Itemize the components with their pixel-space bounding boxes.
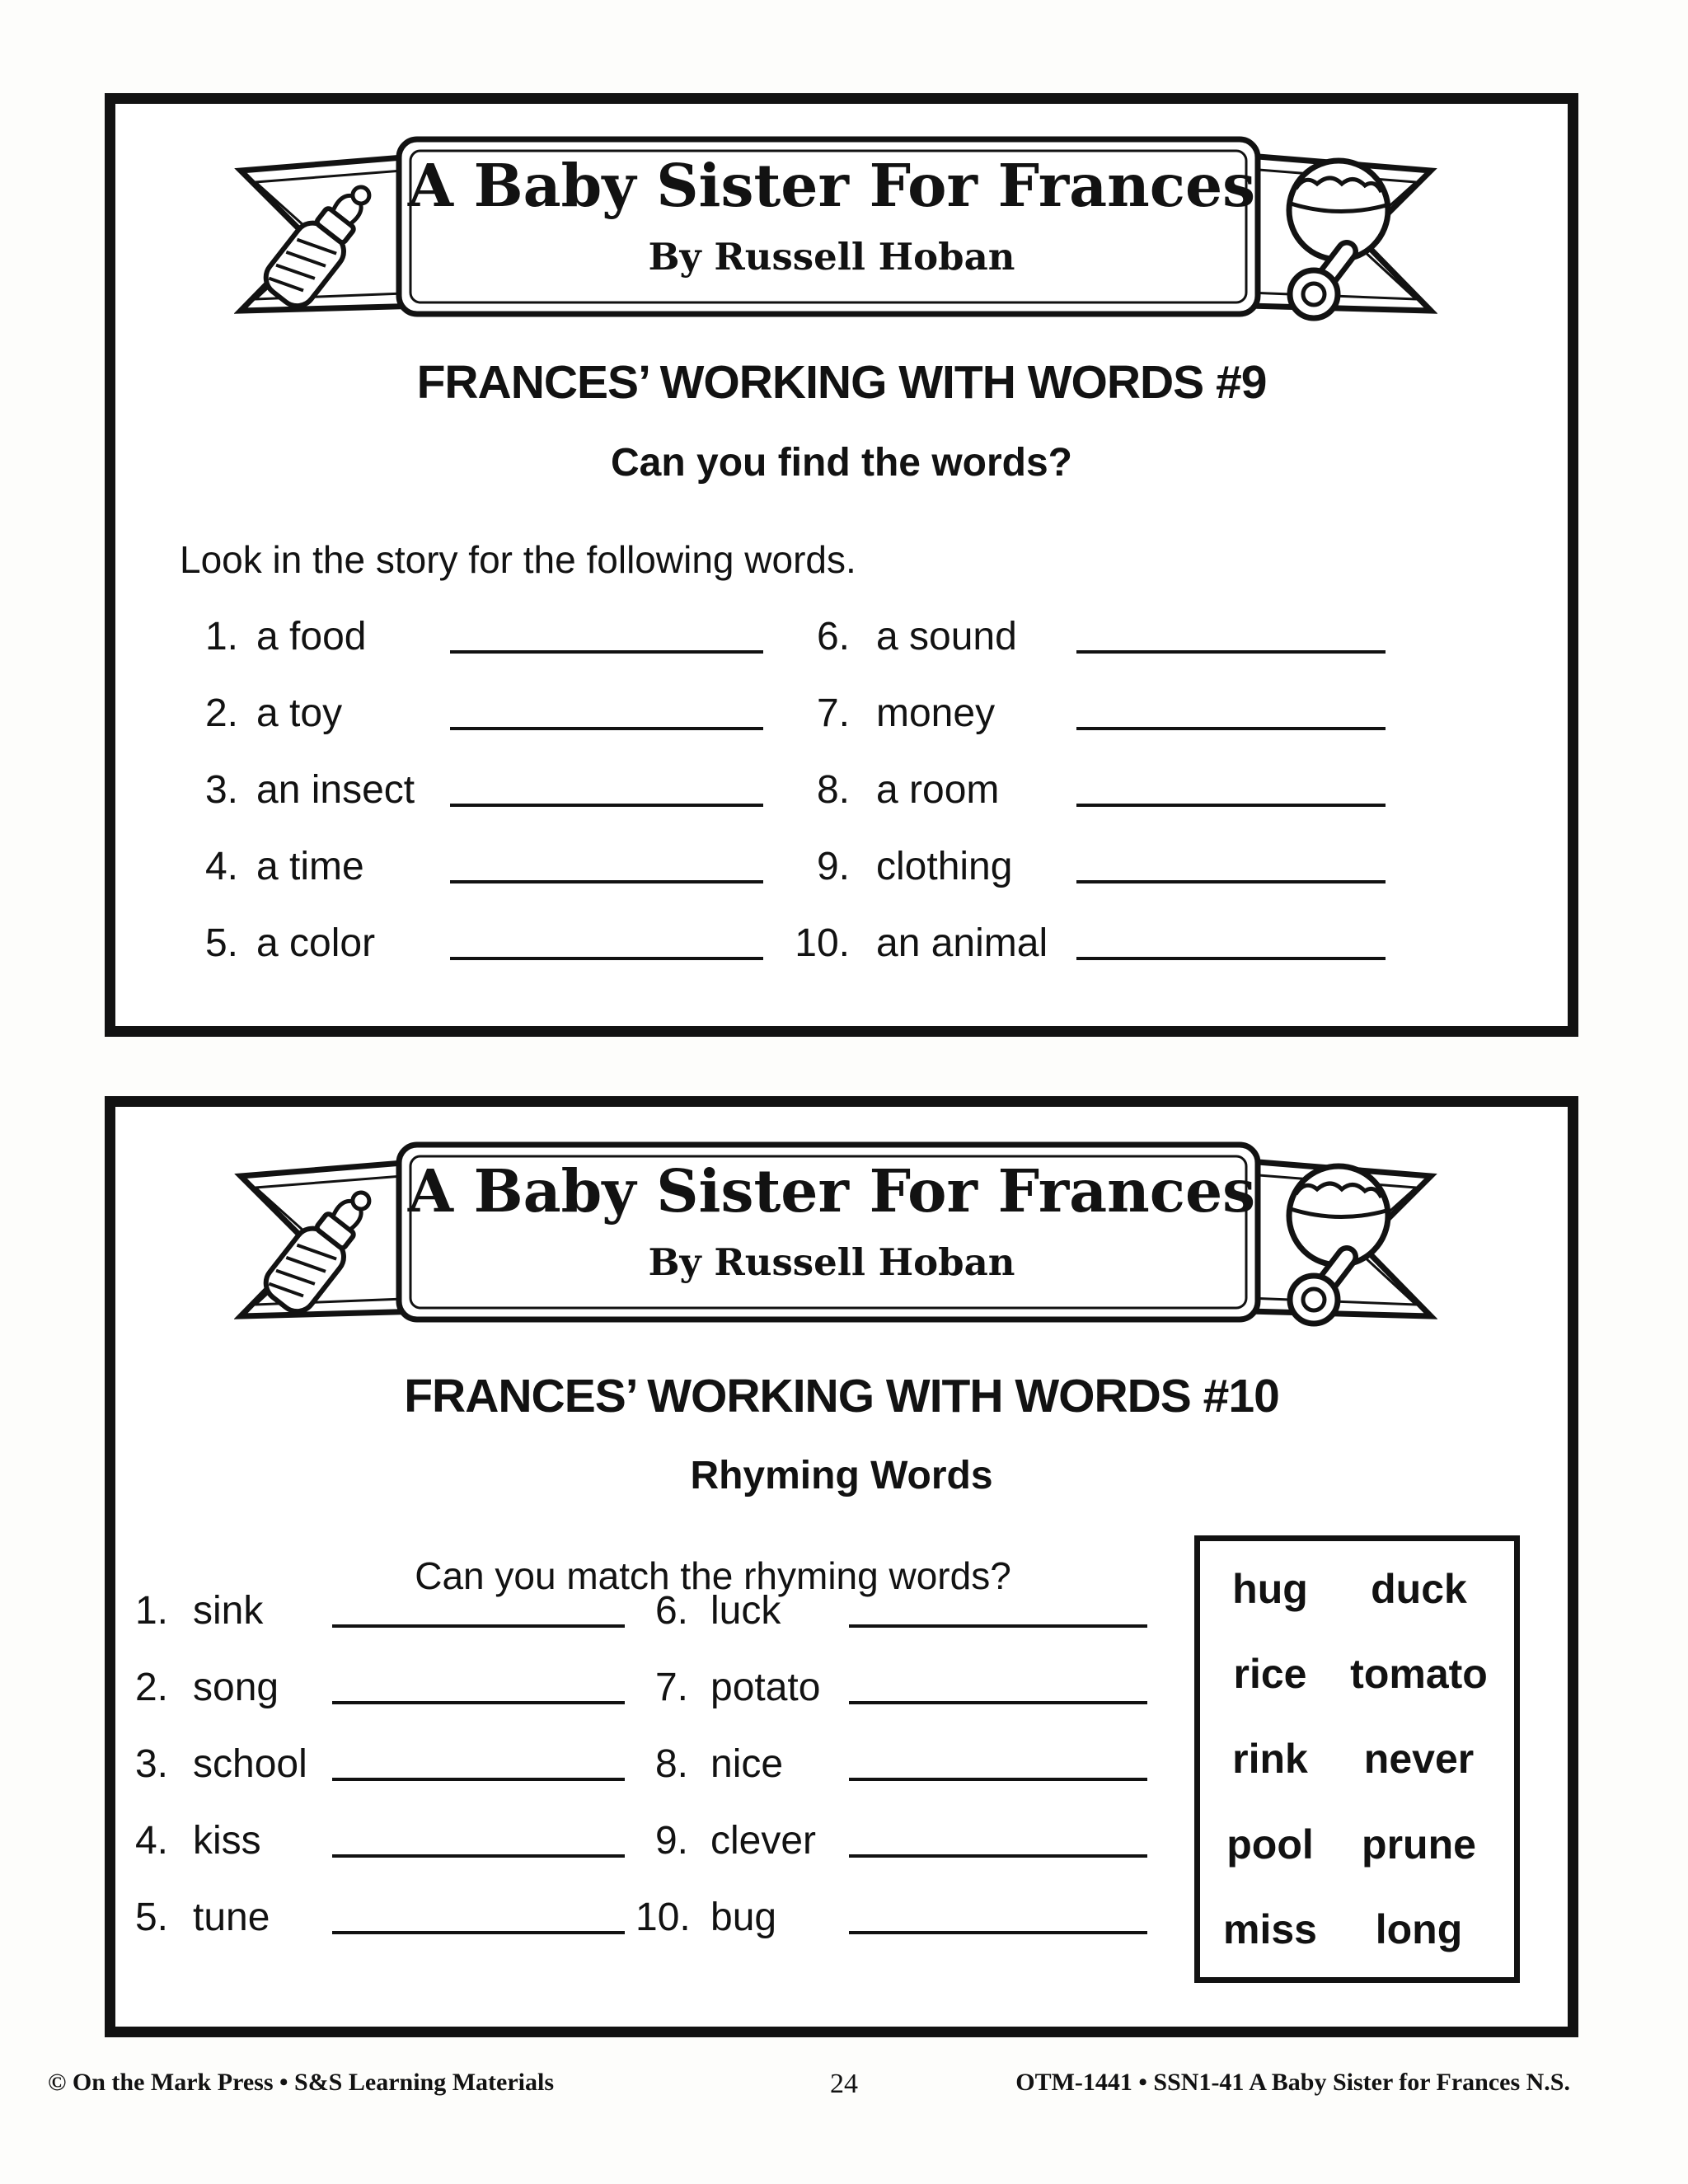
item-label: tune: [193, 1896, 270, 1939]
word-bank-word: miss: [1223, 1906, 1317, 1953]
item-label: song: [193, 1666, 279, 1709]
title-banner: [234, 1130, 1437, 1336]
item-number: 7.: [654, 1666, 688, 1709]
item-label: school: [193, 1742, 307, 1786]
worksheet10-list-left: [115, 1574, 643, 1957]
banner-byline: By Russell Hoban: [648, 235, 1015, 279]
answer-line[interactable]: [450, 957, 763, 960]
item-number: 5.: [204, 921, 238, 965]
item-number: 4.: [134, 1819, 168, 1863]
list-item: [115, 1727, 643, 1804]
worksheet-panel-10: [105, 1096, 1578, 2037]
list-item: [727, 830, 1395, 907]
item-label: nice: [710, 1742, 784, 1786]
list-item: [727, 677, 1395, 753]
item-number: 9.: [816, 845, 850, 888]
item-label: a food: [256, 615, 367, 658]
list-item: [727, 753, 1395, 830]
list-item: [115, 753, 775, 830]
item-number: 2.: [134, 1666, 168, 1709]
answer-line[interactable]: [849, 1624, 1147, 1628]
list-item: [727, 907, 1395, 983]
word-bank-word: duck: [1371, 1565, 1467, 1612]
answer-line[interactable]: [1076, 804, 1386, 807]
item-label: a color: [256, 921, 376, 965]
item-number: 10.: [795, 921, 850, 965]
item-label: a sound: [876, 615, 1017, 658]
answer-line[interactable]: [849, 1701, 1147, 1704]
list-item: [115, 1881, 643, 1957]
worksheet9-heading: FRANCES’ WORKING WITH WORDS #9: [416, 356, 1267, 410]
item-label: sink: [193, 1589, 264, 1633]
answer-line[interactable]: [1076, 650, 1386, 654]
answer-line[interactable]: [849, 1854, 1147, 1858]
worksheet9-instruction: Look in the story for the following words.: [180, 538, 856, 581]
list-item: [635, 1804, 1163, 1881]
item-number: 7.: [816, 691, 850, 735]
item-number: 4.: [204, 845, 238, 888]
list-item: [727, 600, 1395, 677]
item-number: 1.: [204, 615, 238, 658]
answer-line[interactable]: [1076, 957, 1386, 960]
worksheet9-list-right: [727, 600, 1395, 983]
answer-line[interactable]: [450, 727, 763, 730]
item-number: 6.: [816, 615, 850, 658]
list-item: [635, 1727, 1163, 1804]
item-number: 3.: [204, 768, 238, 812]
answer-line[interactable]: [332, 1778, 625, 1781]
word-bank-word: tomato: [1350, 1651, 1488, 1698]
answer-line[interactable]: [332, 1931, 625, 1934]
list-item: [635, 1574, 1163, 1651]
word-bank-word: rink: [1232, 1736, 1308, 1783]
word-bank-word: hug: [1232, 1565, 1308, 1612]
answer-line[interactable]: [450, 650, 763, 654]
answer-line[interactable]: [332, 1624, 625, 1628]
item-label: luck: [710, 1589, 781, 1633]
item-label: money: [876, 691, 996, 735]
item-label: kiss: [193, 1819, 261, 1863]
word-bank-word: never: [1363, 1736, 1475, 1783]
answer-line[interactable]: [849, 1931, 1147, 1934]
item-label: bug: [710, 1896, 777, 1939]
answer-line[interactable]: [450, 804, 763, 807]
item-label: an insect: [256, 768, 415, 812]
item-number: 2.: [204, 691, 238, 735]
item-number: 9.: [654, 1819, 688, 1863]
answer-line[interactable]: [450, 880, 763, 883]
item-label: clothing: [876, 845, 1013, 888]
worksheet10-instruction: Can you match the rhyming words?: [415, 1554, 1011, 1597]
worksheet9-list-left: [115, 600, 775, 983]
banner-title: A Baby Sister For Frances: [407, 1156, 1256, 1226]
banner-title: A Baby Sister For Frances: [407, 151, 1256, 220]
answer-line[interactable]: [332, 1854, 625, 1858]
answer-line[interactable]: [1076, 727, 1386, 730]
item-label: a toy: [256, 691, 343, 735]
item-number: 3.: [134, 1742, 168, 1786]
title-banner: [234, 124, 1437, 330]
footer-product-code: OTM-1441 • SSN1-41 A Baby Sister for Frances N.S.: [1015, 2069, 1570, 2096]
item-number: 1.: [134, 1589, 168, 1633]
list-item: [115, 830, 775, 907]
footer-page-number: 24: [830, 2069, 858, 2099]
item-label: clever: [710, 1819, 817, 1863]
item-label: an animal: [876, 921, 1048, 965]
word-bank-word: pool: [1226, 1821, 1314, 1868]
item-number: 6.: [654, 1589, 688, 1633]
worksheet10-list-right: [635, 1574, 1163, 1957]
item-label: a time: [256, 845, 364, 888]
list-item: [635, 1651, 1163, 1727]
list-item: [115, 1804, 643, 1881]
word-bank-word: prune: [1362, 1821, 1476, 1868]
worksheet10-subheading: Rhyming Words: [690, 1453, 993, 1497]
list-item: [115, 677, 775, 753]
item-number: 8.: [654, 1742, 688, 1786]
worksheet9-subheading: Can you find the words?: [611, 440, 1072, 485]
list-item: [115, 1574, 643, 1651]
word-bank-box: [1194, 1535, 1520, 1983]
banner-byline: By Russell Hoban: [648, 1240, 1015, 1284]
answer-line[interactable]: [1076, 880, 1386, 883]
answer-line[interactable]: [849, 1778, 1147, 1781]
answer-line[interactable]: [332, 1701, 625, 1704]
worksheet-panel-9: [105, 93, 1578, 1037]
word-bank-word: long: [1375, 1906, 1463, 1953]
item-label: a room: [876, 768, 1000, 812]
worksheet10-heading: FRANCES’ WORKING WITH WORDS #10: [404, 1370, 1279, 1423]
list-item: [115, 1651, 643, 1727]
item-number: 10.: [635, 1896, 691, 1939]
list-item: [635, 1881, 1163, 1957]
list-item: [115, 907, 775, 983]
item-label: potato: [710, 1666, 821, 1709]
word-bank-word: rice: [1233, 1651, 1307, 1698]
item-number: 5.: [134, 1896, 168, 1939]
item-number: 8.: [816, 768, 850, 812]
list-item: [115, 600, 775, 677]
footer-publisher: © On the Mark Press • S&S Learning Materials: [48, 2069, 554, 2096]
